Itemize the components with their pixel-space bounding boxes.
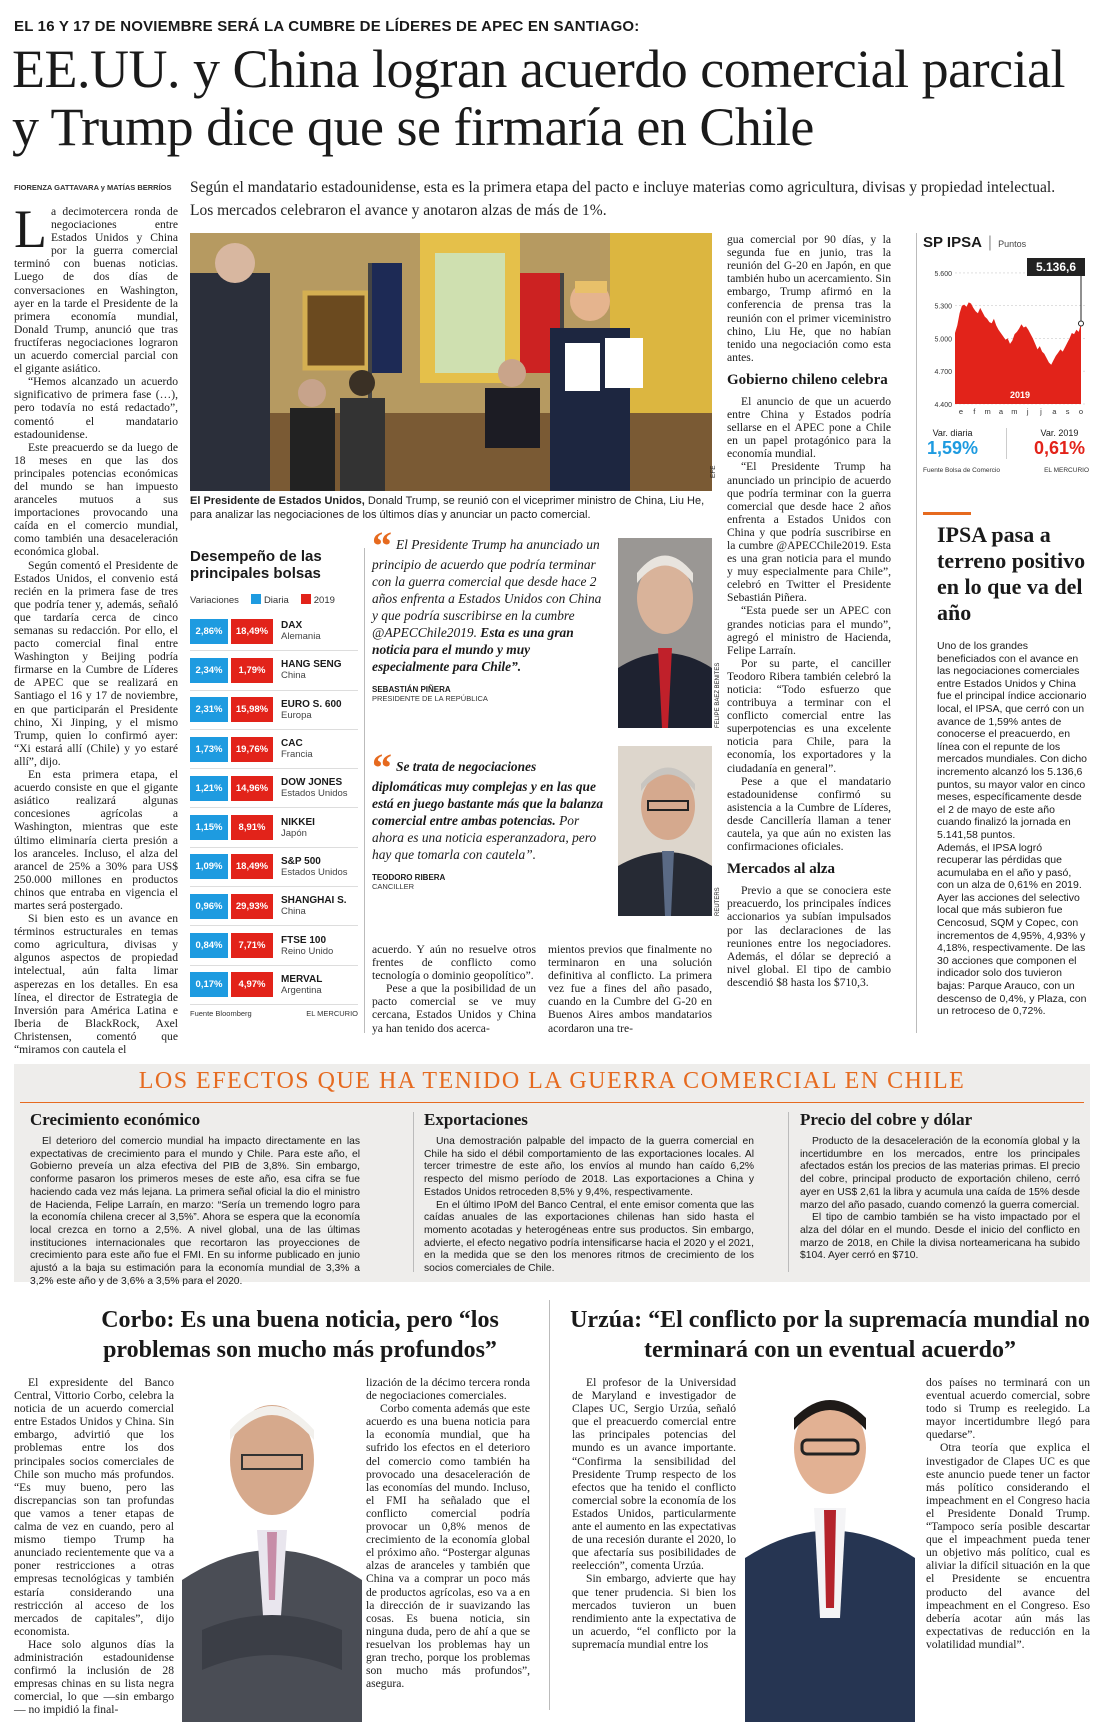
stat-value: 1,59% xyxy=(927,438,979,458)
divider xyxy=(788,1112,789,1272)
year-value: 18,49% xyxy=(231,854,273,879)
urzua-title: Urzúa: “El conflicto por la supremacía mundial no terminará con un eventual acuerdo” xyxy=(570,1307,1090,1363)
quote-icon: “ xyxy=(372,745,392,790)
daily-value: 2,34% xyxy=(190,658,228,683)
bolsas-source: Fuente Bloomberg xyxy=(190,1008,252,1018)
ipsa-chart xyxy=(923,254,1089,429)
year-value: 19,76% xyxy=(231,737,273,762)
article-paragraph: “Hemos alcanzado un acuerdo significativo de primera fase (…), pero todavía no está redactado”, comentó el mandatario estadounidense. xyxy=(14,375,178,441)
bolsas-source-line xyxy=(190,1009,358,1018)
chart-header: SP IPSA | Puntos xyxy=(923,234,1027,251)
article-paragraph: acuerdo. Y aún no resuelve otros frentes de conflicto como tecnología o dominio geopolítico”. xyxy=(372,943,536,983)
legend-label: Variaciones xyxy=(190,594,239,606)
bolsas-rows xyxy=(190,612,358,1005)
divider xyxy=(916,233,917,1033)
article-paragraph: En esta primera etapa, el acuerdo consiste en que el gigante asiático realizará algunas concesiones agrícolas a Washington, mientras que este último eliminaría cierta presión a los aranceles. Incluso, el alza del arancel de 25% a 30% para US$ 250.000 millones en productos chinos que entraba en vigencia el martes será postergado. xyxy=(14,768,178,912)
year-value: 29,93% xyxy=(231,894,273,919)
chart-stats xyxy=(923,428,1089,459)
portrait-illustration xyxy=(618,746,712,916)
article-paragraph: Según comentó el Presidente de Estados Unidos, el convenio está recién en la primera fase de tres que podría tener y, además, señaló que tardaría cerca de cinco semanas su redacción. Por ello, el pacto comercial final entre Washington y Beijing podría firmarse en la Cumbre de Líderes de APEC que se realizará en Santiago el 16 y 17 de noviembre, en que participarán el Presidente chino, Xi Jinping, y el mismo Trump, quien lo confirmó ayer: “Xi estará allí (Chile) y yo estaré allí”, dijo. xyxy=(14,558,178,768)
quote-name: TEODORO RIBERA xyxy=(372,873,446,882)
effects-col-cobre xyxy=(800,1110,1080,1263)
chart-unit: Puntos xyxy=(998,239,1027,249)
chart-source: Fuente Bolsa de Comercio xyxy=(923,467,1000,474)
portrait-illustration xyxy=(618,538,712,728)
headline: EE.UU. y China logran acuerdo comercial parcial y Trump dice que se firmaría en Chile xyxy=(12,39,1066,157)
quote-icon: “ xyxy=(372,523,392,568)
bolsas-title: Desempeño de las principales bolsas xyxy=(190,548,322,582)
x-tick-label: m xyxy=(984,407,991,416)
x-tick-label: a xyxy=(1052,407,1057,416)
portrait-ribera xyxy=(618,746,712,916)
x-tick-label: e xyxy=(958,407,964,416)
daily-value: 1,15% xyxy=(190,815,228,840)
article-paragraph: “El Presidente Trump ha anunciado un principio de acuerdo que podría terminar con la guerra comercial que desde hace 2 años enfrenta a Estados Unidos con China y que podría suscribirse en la cumbre @APECChile2019. Esta es una gran noticia para el mundo y muy especialmente para Chile”, celebró en Twitter el Presidente Sebastián Piñera. xyxy=(727,460,891,605)
year-value: 18,49% xyxy=(231,619,273,644)
oval-office-illustration xyxy=(190,233,712,491)
bolsa-row xyxy=(190,887,358,926)
index-name: SHANGHAI S. China xyxy=(281,895,347,918)
photo-credit: REUTERS xyxy=(715,887,721,916)
caption-text: Donald Trump, se reunió con el viceprimer ministro de China, Liu He, para analizar las negociaciones de los últimos días y anunciar un pacto comercial. xyxy=(190,495,705,521)
photo-credit: FELIPE BAEZ BENITES xyxy=(715,662,721,728)
last-value-label: 5.136,6 xyxy=(1035,260,1077,274)
index-country: Japón xyxy=(281,827,307,839)
index-country: China xyxy=(281,906,306,918)
daily-value: 1,73% xyxy=(190,737,228,762)
effects-rule xyxy=(20,1102,1084,1103)
effects-text: Producto de la desaceleración de la economía global y la incertidumbre en los mercados, entre los principales afectados están los precios de las materias primas. El precio del cobre, principal producto de exportación chileno, cerró ayer en US$ 2,61 la libra y acumula una caída de 15% desde marzo del año pasado, cuando comenzó la guerra comercial. El tipo de cambio también se ha visto impactado por el alza del dólar en el mundo. Desde el inicio del conflicto en marzo de 2018, en Chile la divisa norteamericana ha subido $104. Ayer cerró en $710. xyxy=(800,1136,1080,1262)
subhead-mercados: Mercados al alza xyxy=(727,861,836,878)
index-name: DOW JONES Estados Unidos xyxy=(281,777,348,800)
index-country: Argentina xyxy=(281,984,322,996)
article-paragraph: Si bien esto es un avance en términos estructurales en temas como agricultura, divisas y algunos aspectos de propiedad intelectual, aún falta limar asperezas en los detalles. En esa línea, el director de Estrategia de Inversión para América Latina e Iberia de BlackRock, Axel Christensen, comentó que “miramos con cautela el xyxy=(14,912,178,1056)
year-value: 15,98% xyxy=(231,697,273,722)
x-tick-label: a xyxy=(998,407,1004,416)
index-country: Alemania xyxy=(281,631,321,643)
index-name: CAC Francia xyxy=(281,738,313,761)
bolsa-row xyxy=(190,691,358,730)
divider xyxy=(413,1112,414,1272)
bolsas-table xyxy=(190,548,358,1018)
y-tick-label: 5.000 xyxy=(934,336,952,344)
daily-value: 0,17% xyxy=(190,972,228,997)
x-tick-label: s xyxy=(1065,407,1070,416)
photo-credit: EFE xyxy=(710,465,717,478)
daily-value: 1,21% xyxy=(190,776,228,801)
ipsa-chart-box xyxy=(923,234,1089,504)
bolsa-row xyxy=(190,926,358,965)
x-tick-label: m xyxy=(1011,407,1018,416)
daily-value: 1,09% xyxy=(190,854,228,879)
quote-ribera xyxy=(372,745,608,891)
stat-value: 0,61% xyxy=(1033,438,1085,458)
corbo-col2: lización de la décimo tercera ronda de negociaciones comerciales. Corbo comenta además que este acuerdo es una buena noticia para la economía mundial, que ha sufrido los efectos en el deterioro del comercio como también ha provocado una desaceleración de las economías del mundo. Incluso, el FMI ha señalado que el conflicto comercial podría provocar un 0,8% menos de crecimiento de la economía global el próximo año. “Postergar algunas alzas de aranceles y también que China va a comprar un poco más de productos agrícolas, eso va a en la dirección de ir suavizando las cosas. Es buena noticia, sin ninguna duda, pero de ahí a que se resuelvan los problemas hay un gran trecho, porque los problemas son mucho más profundos”, asegura. xyxy=(366,1376,530,1691)
year-value: 14,96% xyxy=(231,776,273,801)
article-paragraph: Pese a que la posibilidad de un pacto comercial se ve muy cercana, Estados Unidos y China ya han tenido dos acerca- xyxy=(372,982,536,1035)
kicker: EL 16 Y 17 DE NOVIEMBRE SERÁ LA CUMBRE DE LÍDERES DE APEC EN SANTIAGO: xyxy=(14,18,640,35)
x-tick-label: o xyxy=(1078,407,1084,416)
last-value-point xyxy=(1079,321,1084,326)
bolsas-outlet: EL MERCURIO xyxy=(306,1008,358,1018)
chart-source-line xyxy=(923,467,1089,474)
bolsas-legend xyxy=(190,594,358,606)
urzua-col1: El profesor de la Universidad de Maryland e investigador de Clapes UC, Sergio Urzúa, señaló que el preacuerdo comercial entre las principales potencias del mundo es un avance importante. “Confirma la sensibilidad del Presidente Trump respecto de los efectos que ha tenido el conflicto comercial sobre la economía de los Estados Unidos, particularmente ante el aumento en las expectativas de una recesión durante el 2020, lo que afectaría sus posibilidades de reelección”, comenta Urzúa. Sin embargo, advierte que hay que tener prudencia. Si bien los mercados tuvieron un buen rendimiento ante la expectativa de un acuerdo, “el conflicto por la supremacía mundial entre los xyxy=(572,1376,736,1651)
bolsa-row xyxy=(190,730,358,769)
ipsa-side-article xyxy=(937,522,1089,1018)
ipsa-accent-bar xyxy=(923,512,971,515)
index-country: China xyxy=(281,670,306,682)
index-name: HANG SENG China xyxy=(281,659,342,682)
quote-text: “ Se trata de negociaciones diplomáticas muy complejas y en las que está en juego bastante más que la balanza comercial entre ambas potencias. Por ahora es una noticia esperanzadora, pero hay que tomarla con cautela”. xyxy=(372,745,604,862)
article-paragraph: El anuncio de que un acuerdo entre China y Estados podría sellarse en el APEC pone a Chile en un papel protagónico para la economía mundial. xyxy=(727,394,891,461)
main-article-col4 xyxy=(727,233,891,1033)
main-photo xyxy=(190,233,712,491)
legend-year: 2019 xyxy=(301,594,335,606)
portrait-illustration xyxy=(172,1370,372,1722)
effects-text: El deterioro del comercio mundial ha impacto directamente en las expectativas de crecimiento para el mundo y Chile. Para este año, el Gobierno preveía un alza efectiva del PIB de 3,8%. Sin embargo, conforme pasaron los primeros meses de este año, esa cifra se fue haciendo cada vez más lejana. La primera señal oficial la dio el ministro de Hacienda, Felipe Larraín, en marzo: “Sería un tremendo logro para la economía chilena crecer al 3,5%”. Ahora se espera que la economía local crezca en torno a 2,5%. A nivel global, una de las últimas instituciones internacionales que recortaron las proyecciones de crecimiento para este año fue el FMI. En su informe publicado en junio ajustó a la baja su estimación para la economía mundial de 3,3% a 3,2% este año y de 3,6% a 3,5% para el 2020. xyxy=(30,1136,360,1287)
bolsa-row xyxy=(190,769,358,808)
byline: FIORENZA GATTAVARA y MATÍAS BERRÍOS xyxy=(14,183,172,192)
photo-caption xyxy=(190,494,710,522)
legend-daily: Diaria xyxy=(251,594,289,606)
effects-col-crecimiento xyxy=(30,1110,360,1288)
divider xyxy=(364,548,365,1033)
year-value: 4,97% xyxy=(231,972,273,997)
urzua-col2: dos países no terminará con un eventual acuerdo comercial, sobre todo si Trump es reelegido. La mayor incertidumbre llegó para quedarse”. Otra teoría que explica el investigador de Clapes UC es que este anuncio puede tener un factor más político considerando el impeachment en el Congreso hacia el Presidente Donald Trump. “Tampoco sería posible descartar que el impeachment pueda tener un objetivo más político, cual es aliviar la difícil situación en la que el Presidente se encuentra producto del avance del impeachment en el Congreso. Eso debería acotar aún más las expectativas de reducción en la volatilidad mundial”. xyxy=(926,1376,1090,1651)
portrait-corbo xyxy=(172,1370,372,1722)
article-paragraph: gua comercial por 90 días, y la segunda fue en junio, tras la reunión del G-20 en Japón, en que también hubo un acercamiento. Sin embargo, Trump afirmó en la conferencia de prensa tras la reunión con el primer viceministro chino, Liu He, que no habían tenido una negociación como esta antes. xyxy=(727,233,891,364)
quote-role: CANCILLER xyxy=(372,882,415,891)
article-paragraph: Este preacuerdo se da luego de 18 meses en que las dos principales potencias económicas del mundo se han impuesto aranceles mutuos a sus importaciones provocando una caída en el comercio mundial, como también una desaceleración económica global. xyxy=(14,440,178,559)
chart-title: SP IPSA xyxy=(923,234,982,251)
bolsa-row xyxy=(190,612,358,651)
subhead-gobierno: Gobierno chileno celebra xyxy=(727,371,888,388)
main-article-col2 xyxy=(372,943,536,1035)
chart-outlet: EL MERCURIO xyxy=(1044,467,1089,474)
effects-col-exportaciones xyxy=(424,1110,754,1276)
index-country: Estados Unidos xyxy=(281,788,348,800)
y-tick-label: 5.600 xyxy=(934,270,952,278)
effects-heading: Precio del cobre y dólar xyxy=(800,1110,973,1129)
x-tick-label: j xyxy=(1040,407,1042,416)
bolsa-row xyxy=(190,808,358,847)
article-paragraph: Pese a que el mandatario estadounidense confirmó su asistencia a la Cumbre de Líderes, desde Cancillería llaman a tener cautela, ya que aún no existen las confirmaciones oficiales. xyxy=(727,774,891,854)
bolsa-row xyxy=(190,848,358,887)
corbo-col1: El expresidente del Banco Central, Vittorio Corbo, celebra la noticia de un acuerdo comercial entre Estados Unidos y China. Sin embargo, advirtió que los problemas entre los dos principales socios comerciales de Chile son mucho más profundos. “Es muy bueno, pero las discrepancias son tan profundas que vamos a tener etapas de calma de vez en cuando, pero al mismo tiempo Trump ha anunciado recientemente que va a poner restricciones a otras empresas tecnológicas y también estaría considerando una restricción al acceso de los mercados de capitales”, dijo economista. Hace solo algunos días la administración estadounidense confirmó la inclusión de 28 empresas chinas en su lista negra comercial, lo que —sin embargo— no impidió la final- xyxy=(14,1376,174,1717)
effects-text: Una demostración palpable del impacto de la guerra comercial en Chile ha sido el débil comportamiento de las exportaciones locales. Al tercer trimestre de este año, los envíos al mundo han caído 6,2% respecto del mismo período de 2018. Las exportaciones a China y Estados Unidos retroceden 8,5% y 9,4%, respectivamente. En el último IPoM del Banco Central, el ente emisor comenta que las caídas anuales de las exportaciones chilenas han sido hasta el momento acotadas y heterogéneas entre sus productos. Sin embargo, advierte, el efecto negativo podría intensificarse hacia el 2020 y el 2021, en la medida que se den los menores ritmos de crecimiento de los socios comerciales de Chile. xyxy=(424,1136,754,1275)
daily-value: 0,96% xyxy=(190,894,228,919)
portrait-urzua xyxy=(730,1368,930,1722)
index-name: MERVAL Argentina xyxy=(281,973,323,996)
area-series xyxy=(955,302,1081,404)
effects-heading: Exportaciones xyxy=(424,1110,528,1129)
daily-value: 2,86% xyxy=(190,619,228,644)
bolsa-row xyxy=(190,651,358,690)
index-name: S&P 500 Estados Unidos xyxy=(281,855,348,878)
portrait-illustration xyxy=(730,1368,930,1722)
y-tick-label: 4.700 xyxy=(934,369,952,377)
quote-pinera xyxy=(372,523,608,703)
effects-title: LOS EFECTOS QUE HA TENIDO LA GUERRA COMERCIAL EN CHILE xyxy=(138,1068,966,1094)
year-value: 8,91% xyxy=(231,815,273,840)
side-paragraph: Además, el IPSA logró recuperar las pérdidas que acumulaba en el año y pasó, con un alza de 0,61% en 2019. xyxy=(937,841,1082,892)
portrait-pinera xyxy=(618,538,712,728)
effects-heading: Crecimiento económico xyxy=(30,1110,201,1129)
stat-label: Var. diaria xyxy=(932,428,973,438)
article-paragraph: a decimotercera ronda de negociaciones entre Estados Unidos y China por la guerra comercial terminó con buenas noticias. Luego de dos días de conversaciones en Washington, ayer en la tarde el Presidente de la primera economía mundial, Donald Trump, anunció que tras fructíferas negociaciones lograron un acuerdo comercial parcial con el gigante asiático. xyxy=(14,205,178,376)
caption-lead: El Presidente de Estados Unidos, xyxy=(190,495,365,507)
year-value: 7,71% xyxy=(231,933,273,958)
divider xyxy=(549,1300,550,1710)
main-article-col1 xyxy=(14,199,178,1056)
ipsa-side-title: IPSA pasa a terreno positivo en lo que va del año xyxy=(937,522,1086,625)
main-article-col3 xyxy=(548,943,712,1035)
index-name: NIKKEI Japón xyxy=(281,816,315,839)
index-country: Reino Unido xyxy=(281,945,334,957)
bolsa-row xyxy=(190,966,358,1005)
ipsa-side-body xyxy=(937,640,1089,1018)
index-country: Francia xyxy=(281,749,313,761)
index-country: Europa xyxy=(281,709,312,721)
daily-value: 2,31% xyxy=(190,697,228,722)
index-name: DAX Alemania xyxy=(281,620,321,643)
y-tick-label: 4.400 xyxy=(934,402,952,409)
quote-text: “ El Presidente Trump ha anunciado un principio de acuerdo que podría terminar con la guerra comercial que desde hace 2 años enfrenta a Estados Unidos con China y que podría suscribirse en la cumbre @APECChile2019. Esta es una gran noticia para el mundo y muy especialmente para Chile”. xyxy=(372,523,602,674)
corbo-title: Corbo: Es una buena noticia, pero “los problemas son mucho más profundos” xyxy=(101,1307,499,1363)
quote-name: SEBASTIÁN PIÑERA xyxy=(372,685,451,694)
side-paragraph: Uno de los grandes beneficiados con el avance en las negociaciones comerciales entre Estados Unidos y China fue el principal índice accionario local, el IPSA, que cerró con un avance de 1,59% antes de conocerse el preacuerdo, en línea con el repunte de los mercados mundiales. Con dicho incremento alcanzó los 5.136,6 puntos, su mayor valor en cinco meses, específicamente desde el 2 de mayo de este año cuando finalizó la jornada en 5.141,58 puntos. xyxy=(937,640,1087,841)
article-paragraph: mientos previos que finalmente no terminaron en una solución definitiva al conflicto. La primera vez fue a fines del año pasado, cuando en la Cumbre del G-20 en Buenos Aires ambos mandatarios acordaron una tre- xyxy=(548,943,712,1035)
quote-role: PRESIDENTE DE LA REPÚBLICA xyxy=(372,694,488,703)
index-name: FTSE 100 Reino Unido xyxy=(281,934,334,957)
dropcap: L xyxy=(14,199,47,259)
index-country: Estados Unidos xyxy=(281,866,348,878)
stat-daily xyxy=(927,428,978,459)
article-paragraph: Previo a que se conociera este preacuerdo, los principales índices accionarios ya subían impulsados por las declaraciones de las reuniones entre los negociadores. Además, el dólar se depreció a nivel global. El tipo de cambio descendió $8 hasta los $710,3. xyxy=(727,884,891,989)
year-value: 1,79% xyxy=(231,658,273,683)
side-paragraph: Ayer las acciones del selectivo local que más subieron fue Cencosud, SQM y Copec, con incrementos de 4,95%, 4,93% y 4,18%, respectivamente. De las 30 acciones que componen el indicador solo dos tuvieron bajas: Parque Arauco, con un descenso de 0,4%, y Plaza, con un retroceso de 0,72%. xyxy=(937,891,1087,1018)
stat-label: Var. 2019 xyxy=(1040,428,1079,438)
daily-value: 0,84% xyxy=(190,933,228,958)
index-name: EURO S. 600 Europa xyxy=(281,698,342,721)
article-paragraph: “Esta puede ser un APEC con grandes noticias para el mundo”, agregó el ministro de Hacienda, Felipe Larraín. xyxy=(727,604,891,657)
deck: Según el mandatario estadounidense, esta es la primera etapa del pacto e incluye materias como agricultura, divisas y propiedad intelectual. Los mercados celebraron el avance y anotaron alzas de más de 1%. xyxy=(190,179,1056,219)
article-paragraph: Por su parte, el canciller Teodoro Ribera también celebró la noticia: “Todo esfuerzo que contribuya a terminar con el conflicto comercial entre las superpotencias es una excelente noticia para Chile, para la economía, los exportadores y la ciudadanía en general”. xyxy=(727,656,891,775)
y-tick-label: 5.300 xyxy=(934,303,952,311)
x-tick-label: f xyxy=(973,407,976,416)
year-label: 2019 xyxy=(1009,390,1031,400)
x-tick-label: j xyxy=(1026,407,1029,416)
stat-year xyxy=(1034,428,1085,459)
